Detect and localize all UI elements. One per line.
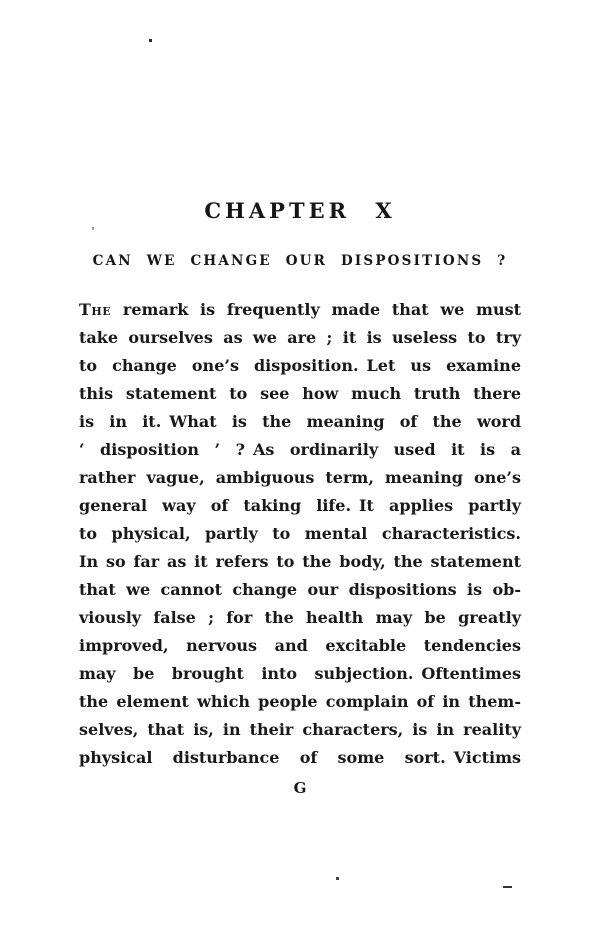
body-text [79,296,521,772]
chapter-subtitle: CAN WE CHANGE OUR DISPOSITIONS ? [92,253,508,269]
body-line: to physical, partly to mental characteristics. [79,524,521,543]
body-line: physical disturbance of some sort. Victims [79,748,521,767]
scan-speck [92,227,94,230]
body-line: to change one’s disposition. Let us examine [79,356,521,375]
body-line: may be brought into subjection. Oftentimes [79,664,521,683]
scan-speck [149,39,152,42]
body-line: viously false ; for the health may be greatly [79,608,521,627]
body-line: ‘ disposition ’ ? As ordinarily used it is a [79,440,521,459]
body-line [79,296,521,324]
body-line: is in it. What is the meaning of the word [79,412,521,431]
body-line: general way of taking life. It applies partly [79,496,521,515]
body-line: selves, that is, in their characters, is in reality [79,720,521,739]
lead-word-smallcaps: The [79,300,112,319]
body-line: the element which people complain of in them- [79,692,521,711]
body-line: rather vague, ambiguous term, meaning one’s [79,468,521,487]
body-line: improved, nervous and excitable tendencies [79,636,521,655]
printer-signature-mark: G [293,779,307,797]
body-line: that we cannot change our dispositions is ob- [79,580,521,599]
body-line: this statement to see how much truth there [79,384,521,403]
body-line-text: remark is frequently made that we must [111,300,521,319]
scan-speck [336,877,339,880]
body-line: In so far as it refers to the body, the statement [79,552,521,571]
chapter-heading: CHAPTER X [204,198,396,223]
scan-speck [503,886,512,888]
body-line: take ourselves as we are ; it is useless to try [79,328,521,347]
